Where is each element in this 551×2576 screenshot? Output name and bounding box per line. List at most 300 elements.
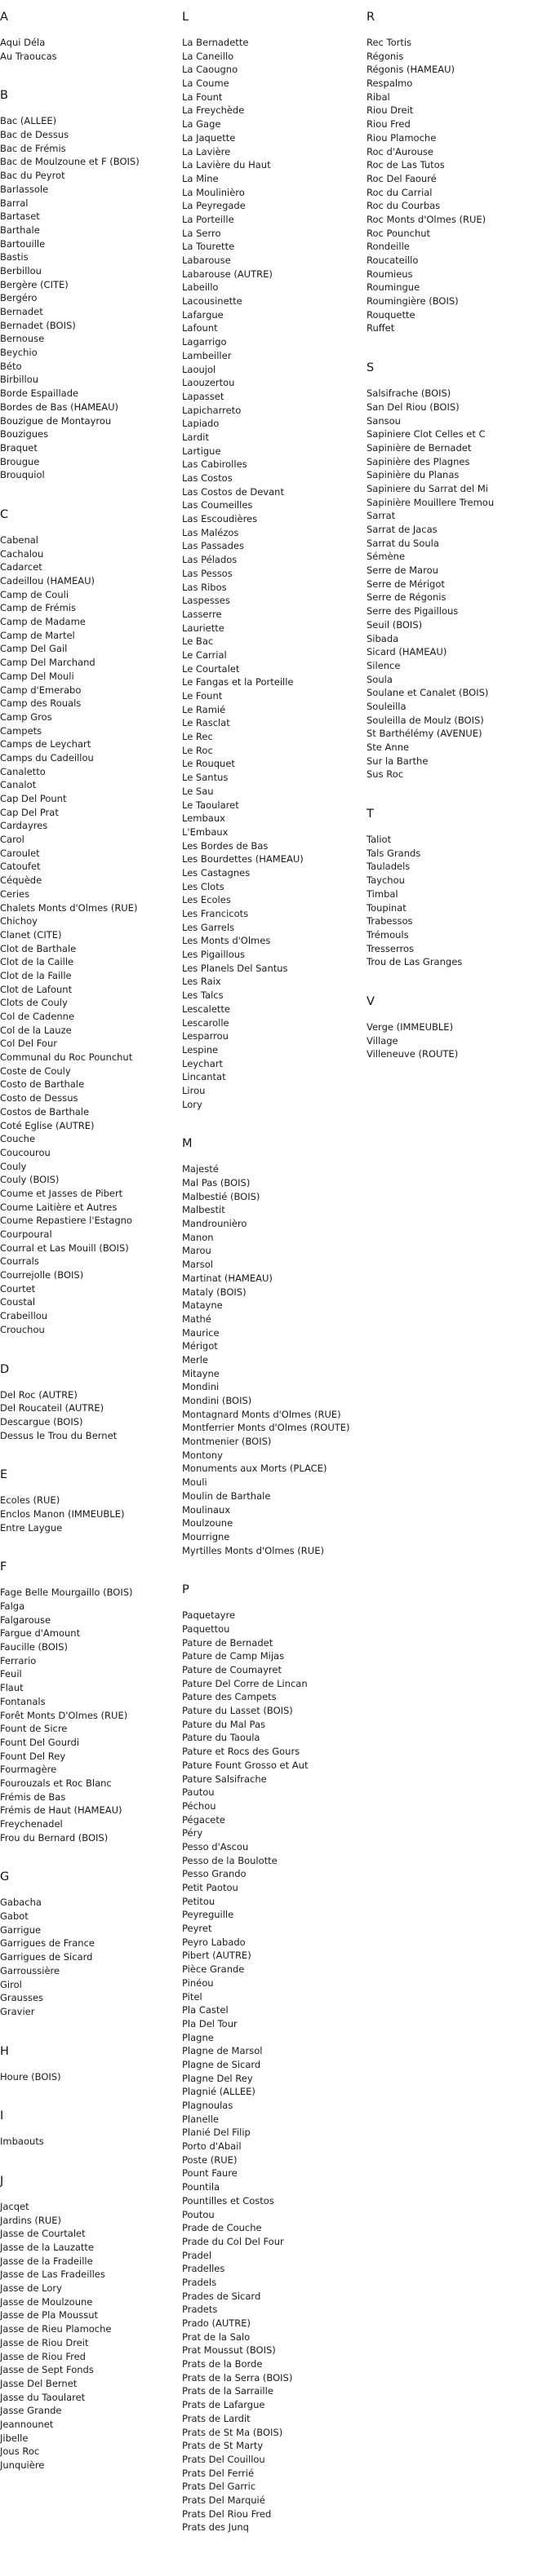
place-name-link[interactable]: Col de la Lauze [0,1024,72,1036]
place-name-link[interactable]: Camps du Cadeillou [0,751,94,764]
place-name-link[interactable]: Prat de la Salo [182,2330,251,2343]
place-name-link[interactable]: Prats de Lardit [182,2412,251,2424]
place-name-link[interactable]: Planelle [182,2113,220,2125]
place-name-link[interactable]: Souleilla de Moulz (BOIS) [367,714,484,726]
place-name-link[interactable]: Roc Del Faouré [367,172,437,184]
place-name-link[interactable]: Roc d'Aurouse [367,145,433,157]
place-name-link[interactable]: Camp de Couli [0,588,69,600]
place-name-link[interactable]: Pesso d'Ascou [182,1840,249,1852]
place-name-link[interactable]: La Mine [182,172,219,184]
place-name-link[interactable]: Trémouls [367,928,409,941]
place-name-link[interactable]: Pesso Grando [182,1868,247,1880]
place-name-link[interactable]: Prade de Couche [182,2222,262,2234]
place-name-link[interactable]: Col Del Four [0,1038,57,1050]
place-name-link[interactable]: Plagnoulas [182,2100,233,2111]
place-name-link[interactable]: Pature de Bernadet [182,1636,273,1649]
place-name-link[interactable]: Serre de Marou [367,564,438,577]
place-name-link[interactable]: Les Talcs [182,989,224,1002]
place-name-link[interactable]: Camp de Madame [0,616,86,628]
place-name-link[interactable]: Barthale [0,224,40,236]
place-name-link[interactable]: Moulinaux [182,1503,231,1516]
place-name-link[interactable]: Ste Anne [367,741,410,753]
place-name-link[interactable]: Chichoy [0,915,38,927]
place-name-link[interactable]: Del Roc (AUTRE) [0,1388,78,1401]
place-name-link[interactable]: Camp des Rouals [0,697,82,710]
place-name-link[interactable]: Pature du Mal Pas [182,1718,265,1730]
place-name-link[interactable]: Clot de Barthale [0,942,77,954]
place-name-link[interactable]: Moulin de Barthale [182,1489,271,1502]
place-name-link[interactable]: Lesparrou [182,1030,229,1042]
place-name-link[interactable]: La Porteille [182,213,234,225]
place-name-link[interactable]: Pountilles et Costos [182,2194,274,2206]
place-name-link[interactable]: Cap Del Pount [0,793,67,804]
place-name-link[interactable]: Petit Paotou [182,1882,238,1893]
place-name-link[interactable]: Chalets Monts d'Olmes (RUE) [0,901,138,914]
place-name-link[interactable]: Jous Roc [0,2445,40,2458]
place-name-link[interactable]: Bac de Dessus [0,129,69,141]
place-name-link[interactable]: La Coume [182,77,229,90]
place-name-link[interactable]: Paquetayre [182,1609,236,1622]
place-name-link[interactable]: Las Pélados [182,554,238,566]
place-name-link[interactable]: Lardit [182,431,209,443]
place-name-link[interactable]: Les Pigaillous [182,949,246,961]
place-name-link[interactable]: Tals Grands [367,847,421,859]
place-name-link[interactable]: Camps de Leychart [0,738,91,750]
place-name-link[interactable]: Merle [182,1353,208,1365]
place-name-link[interactable]: Pature Salsifrache [182,1773,267,1785]
place-name-link[interactable]: Mondini [182,1381,220,1393]
place-name-link[interactable]: Roumieus [367,268,413,280]
place-name-link[interactable]: Pradets [182,2304,218,2316]
place-name-link[interactable]: Feuil [0,1668,22,1680]
place-name-link[interactable]: Ceries [0,887,30,900]
place-name-link[interactable]: Le Rouquet [182,758,235,770]
place-name-link[interactable]: Les Raix [182,976,221,988]
place-name-link[interactable]: Garroussière [0,1964,60,1976]
place-name-link[interactable]: Coustal [0,1296,36,1308]
place-name-link[interactable]: Pature du Taoula [182,1732,260,1744]
place-name-link[interactable]: Bac de Moulzoune et F (BOIS) [0,156,140,168]
place-name-link[interactable]: Pradelles [182,2263,225,2275]
place-name-link[interactable]: Clot de la Faille [0,969,72,981]
place-name-link[interactable]: Myrtilles Monts d'Olmes (RUE) [182,1544,324,1556]
place-name-link[interactable]: L'Embaux [182,825,229,838]
place-name-link[interactable]: Planié Del Filip [182,2127,251,2139]
place-name-link[interactable]: Pature Fount Grosso et Aut [182,1759,309,1771]
place-name-link[interactable]: Lirou [182,1084,206,1096]
place-name-link[interactable]: La Jaquette [182,131,236,144]
place-name-link[interactable]: Bernouse [0,333,45,345]
place-name-link[interactable]: Plagne de Sicard [182,2058,261,2070]
place-name-link[interactable]: Toupinat [367,901,407,914]
place-name-link[interactable]: Prats de Lafargue [182,2399,265,2411]
place-name-link[interactable]: Courtet [0,1282,36,1295]
place-name-link[interactable]: Roumingue [367,281,420,294]
place-name-link[interactable]: Sapiniere du Sarrat del Mi [367,482,489,494]
place-name-link[interactable]: Riou Fred [367,118,411,131]
place-name-link[interactable]: Peyret [182,1923,212,1935]
place-name-link[interactable]: Clots de Couly [0,997,68,1009]
place-name-link[interactable]: La Tourette [182,241,235,253]
place-name-link[interactable]: Freychenadel [0,1818,63,1830]
place-name-link[interactable]: Entre Laygue [0,1521,63,1534]
place-name-link[interactable]: Del Roucateil (AUTRE) [0,1402,104,1414]
place-name-link[interactable]: Soulane et Canalet (BOIS) [367,687,489,699]
place-name-link[interactable]: Le Roc [182,744,213,756]
place-name-link[interactable]: Maurice [182,1326,220,1339]
place-name-link[interactable]: Peyreguille [182,1909,234,1921]
place-name-link[interactable]: Gabot [0,1910,29,1923]
place-name-link[interactable]: Courpoural [0,1228,52,1240]
place-name-link[interactable]: Sarrat [367,510,396,522]
place-name-link[interactable]: Laouzertou [182,377,235,389]
place-name-link[interactable]: Las Costos [182,472,233,484]
place-name-link[interactable]: Fargue d'Amount [0,1627,81,1640]
place-name-link[interactable]: La Serro [182,227,221,239]
place-name-link[interactable]: Cadarcet [0,561,42,573]
place-name-link[interactable]: Le Ramié [182,703,226,715]
place-name-link[interactable]: Imbaouts [0,2136,44,2148]
place-name-link[interactable]: Canaletto [0,765,46,777]
place-name-link[interactable]: Frou du Bernard (BOIS) [0,1831,109,1843]
place-name-link[interactable]: Jibelle [0,2432,29,2444]
place-name-link[interactable]: Prado (AUTRE) [182,2317,251,2329]
place-name-link[interactable]: Matayne [182,1299,223,1312]
place-name-link[interactable]: Cap Del Prat [0,806,59,818]
place-name-link[interactable]: Fourouzals et Roc Blanc [0,1777,112,1789]
place-name-link[interactable]: Porto d'Abail [182,2140,242,2153]
place-name-link[interactable]: Trou de Las Granges [367,956,463,968]
place-name-link[interactable]: Pinéou [182,1976,214,1989]
place-name-link[interactable]: Bernadet [0,306,43,317]
place-name-link[interactable]: Timbal [367,887,398,900]
place-name-link[interactable]: Roucateillo [367,255,419,266]
place-name-link[interactable]: Jasse de Las Fradeilles [0,2268,105,2281]
place-name-link[interactable]: Brouquiol [0,469,45,481]
place-name-link[interactable]: Pla Del Tour [182,2017,238,2029]
place-name-link[interactable]: Costos de Barthale [0,1105,90,1118]
place-name-link[interactable]: Mandrounièro [182,1218,247,1230]
place-name-link[interactable]: Labarouse (AUTRE) [182,268,273,280]
place-name-link[interactable]: Bouzigues [0,428,49,440]
place-name-link[interactable]: Courrals [0,1255,39,1268]
place-name-link[interactable]: Le Fount [182,690,223,702]
place-name-link[interactable]: Le Carrial [182,648,227,661]
place-name-link[interactable]: Faucille (BOIS) [0,1641,68,1653]
place-name-link[interactable]: Pla Castel [182,2004,229,2016]
place-name-link[interactable]: Sibada [367,632,399,644]
place-name-link[interactable]: Fount de Sicre [0,1723,68,1735]
place-name-link[interactable]: Péry [182,1827,203,1839]
place-name-link[interactable]: Bartouille [0,237,46,250]
place-name-link[interactable]: Sapinière Mouillere Tremou [367,496,495,508]
place-name-link[interactable]: Sarrat du Soula [367,537,439,549]
place-name-link[interactable]: Crouchou [0,1323,45,1335]
place-name-link[interactable]: Le Bac [182,635,214,648]
place-name-link[interactable]: Coucourou [0,1146,51,1158]
place-name-link[interactable]: Sémène [367,551,406,563]
place-name-link[interactable]: Las Passades [182,540,244,552]
place-name-link[interactable]: Peyro Labado [182,1936,246,1948]
place-name-link[interactable]: Fount Del Gourdi [0,1736,80,1748]
place-name-link[interactable]: Respalmo [367,77,413,90]
place-name-link[interactable]: La Peyregade [182,200,246,212]
place-name-link[interactable]: Verge (IMMEUBLE) [367,1020,454,1033]
place-name-link[interactable]: Roc du Courbas [367,200,441,212]
place-name-link[interactable]: Mitayne [182,1367,220,1379]
place-name-link[interactable]: Bac (ALLEE) [0,115,57,127]
place-name-link[interactable]: Régonis [367,50,404,62]
place-name-link[interactable]: La Lavière du Haut [182,159,271,171]
place-name-link[interactable]: Las Costos de Devant [182,485,284,498]
place-name-link[interactable]: Le Rasclat [182,717,230,729]
place-name-link[interactable]: Martinat (HAMEAU) [182,1272,273,1284]
place-name-link[interactable]: Barral [0,197,29,209]
place-name-link[interactable]: Coume et Jasses de Pibert [0,1187,123,1199]
place-name-link[interactable]: Tauladels [367,861,411,873]
place-name-link[interactable]: Roc Pounchut [367,227,431,239]
place-name-link[interactable]: Barlassole [0,183,49,195]
place-name-link[interactable]: Leychart [182,1057,223,1069]
place-name-link[interactable]: Le Rec [182,731,213,743]
place-name-link[interactable]: Paquettou [182,1622,230,1635]
place-name-link[interactable]: Sapinière des Plagnes [367,455,470,467]
place-name-link[interactable]: Falgarouse [0,1613,51,1626]
place-name-link[interactable]: La Bernadette [182,37,249,48]
place-name-link[interactable]: Riou Dreit [367,104,414,117]
place-name-link[interactable]: Coté Eglise (AUTRE) [0,1119,95,1131]
place-name-link[interactable]: Serre de Régonis [367,591,447,604]
place-name-link[interactable]: Coume Repastiere l'Estagno [0,1215,132,1227]
place-name-link[interactable]: Gravier [0,2005,35,2017]
place-name-link[interactable]: Bac de Frémis [0,142,66,154]
place-name-link[interactable]: La Freychède [182,104,245,117]
place-name-link[interactable]: Sapiniere Clot Celles et C [367,428,486,440]
place-name-link[interactable]: Plagnié (ALLEE) [182,2086,256,2098]
place-name-link[interactable]: Falga [0,1600,25,1612]
place-name-link[interactable]: Lory [182,1098,202,1110]
place-name-link[interactable]: Prats des Junq [182,2521,249,2534]
place-name-link[interactable]: Béto [0,360,22,372]
place-name-link[interactable]: Manon [182,1231,214,1243]
place-name-link[interactable]: Laoujol [182,363,216,375]
place-name-link[interactable]: Laspesses [182,595,230,607]
place-name-link[interactable]: Mataly (BOIS) [182,1286,247,1298]
place-name-link[interactable]: Salsifrache (BOIS) [367,387,451,400]
place-name-link[interactable]: Communal du Roc Pounchut [0,1051,133,1064]
place-name-link[interactable]: Crabeillou [0,1310,48,1322]
place-name-link[interactable]: Plagne [182,2031,214,2043]
place-name-link[interactable]: Prats de St Marty [182,2440,264,2452]
place-name-link[interactable]: La Caneillo [182,50,234,62]
place-name-link[interactable]: Le Santus [182,772,229,784]
place-name-link[interactable]: Roc de Las Tutos [367,159,445,171]
place-name-link[interactable]: Lembaux [182,812,225,825]
place-name-link[interactable]: Coste de Couly [0,1064,71,1077]
place-name-link[interactable]: Lafount [182,322,218,334]
place-name-link[interactable]: La Lavière [182,145,231,157]
place-name-link[interactable]: Les Castagnes [182,866,251,879]
place-name-link[interactable]: Junquière [0,2459,45,2471]
place-name-link[interactable]: Les Monts d'Olmes [182,935,271,947]
place-name-link[interactable]: Camp Del Marchand [0,657,96,669]
place-name-link[interactable]: Les Ecoles [182,894,231,906]
place-name-link[interactable]: Brougue [0,455,40,467]
place-name-link[interactable]: Las Ribos [182,581,227,593]
place-name-link[interactable]: Cachalou [0,547,44,560]
place-name-link[interactable]: Frémis de Bas [0,1790,66,1803]
place-name-link[interactable]: Ferrario [0,1654,37,1666]
place-name-link[interactable]: Prat Moussut (BOIS) [182,2344,276,2357]
place-name-link[interactable]: Pibert (AUTRE) [182,1950,251,1962]
place-name-link[interactable]: Prats Del Marquié [182,2494,265,2506]
place-name-link[interactable]: Mondini (BOIS) [182,1395,252,1406]
place-name-link[interactable]: Jasse Grande [0,2405,62,2417]
place-name-link[interactable]: Lambeiller [182,349,232,361]
place-name-link[interactable]: Prades de Sicard [182,2290,261,2302]
place-name-link[interactable]: Fourmagère [0,1764,57,1776]
place-name-link[interactable]: La Fount [182,91,223,103]
place-name-link[interactable]: Bac du Peyrot [0,170,65,182]
place-name-link[interactable]: Pégacete [182,1813,225,1826]
place-name-link[interactable]: Mérigot [182,1340,218,1352]
place-name-link[interactable]: Mouli [182,1476,207,1489]
place-name-link[interactable]: Camp d'Emerabo [0,684,82,696]
place-name-link[interactable]: Mathé [182,1312,211,1325]
place-name-link[interactable]: Labeillo [182,281,219,294]
place-name-link[interactable]: Prats de la Serra (BOIS) [182,2371,293,2383]
place-name-link[interactable]: Bordes de Bas (HAMEAU) [0,401,119,413]
place-name-link[interactable]: Camp de Martel [0,629,75,641]
place-name-link[interactable]: Céquède [0,874,42,887]
place-name-link[interactable]: San Del Riou (BOIS) [367,401,460,413]
place-name-link[interactable]: Cabenal [0,533,38,546]
place-name-link[interactable]: Roc Monts d'Olmes (RUE) [367,213,487,225]
place-name-link[interactable]: Montmenier (BOIS) [182,1436,272,1448]
place-name-link[interactable]: Jasse de Sept Fonds [0,2364,94,2376]
place-name-link[interactable]: Prats de la Sarraille [182,2385,273,2397]
place-name-link[interactable]: Roc du Carrial [367,186,433,198]
place-name-link[interactable]: Berbillou [0,264,42,277]
place-name-link[interactable]: Bergère (CITE) [0,278,69,290]
place-name-link[interactable]: Dessus le Trou du Bernet [0,1429,118,1441]
place-name-link[interactable]: Poutou [182,2208,215,2220]
place-name-link[interactable]: Soula [367,673,393,685]
place-name-link[interactable]: Serre de Mérigot [367,578,445,590]
place-name-link[interactable]: Bernadet (BOIS) [0,319,76,331]
place-name-link[interactable]: Lapasset [182,390,224,402]
place-name-link[interactable]: Villeneuve (ROUTE) [367,1048,459,1060]
place-name-link[interactable]: Caroulet [0,847,40,859]
place-name-link[interactable]: La Caougno [182,64,238,76]
place-name-link[interactable]: Jasse de Lory [0,2282,62,2295]
place-name-link[interactable]: Jasse de Pla Moussut [0,2309,99,2321]
place-name-link[interactable]: Péchou [182,1799,216,1812]
place-name-link[interactable]: Montagnard Monts d'Olmes (RUE) [182,1408,341,1420]
place-name-link[interactable]: Costo de Dessus [0,1092,78,1104]
place-name-link[interactable]: Jasse de Riou Fred [0,2350,86,2362]
place-name-link[interactable]: Ruffet [367,322,395,334]
place-name-link[interactable]: Canalot [0,779,37,791]
place-name-link[interactable]: Braquet [0,441,38,454]
place-name-link[interactable]: Gabacha [0,1897,42,1909]
place-name-link[interactable]: Plagne Del Rey [182,2072,253,2084]
place-name-link[interactable]: Lacousinette [182,295,242,308]
place-name-link[interactable]: Rec Tortis [367,37,412,48]
place-name-link[interactable]: Jasse de Rieu Plamoche [0,2323,112,2335]
place-name-link[interactable]: Couly (BOIS) [0,1174,60,1186]
place-name-link[interactable]: Carol [0,834,24,846]
place-name-link[interactable]: Trabessos [367,915,413,927]
place-name-link[interactable]: Cardayres [0,820,48,832]
place-name-link[interactable]: Lescarolle [182,1016,229,1029]
place-name-link[interactable]: Lapiado [182,418,220,430]
place-name-link[interactable]: Sapinière du Planas [367,469,460,481]
place-name-link[interactable]: Garrigue [0,1923,42,1936]
place-name-link[interactable]: Clanet (CITE) [0,928,62,941]
place-name-link[interactable]: Coume Laitière et Autres [0,1201,118,1213]
place-name-link[interactable]: Sansou [367,414,401,427]
place-name-link[interactable]: Moulzoune [182,1517,233,1529]
place-name-link[interactable]: Pountila [182,2181,220,2193]
place-name-link[interactable]: Le Fangas et la Porteille [182,676,294,688]
place-name-link[interactable]: Prade du Col Del Four [182,2235,284,2247]
place-name-link[interactable]: Lespine [182,1043,219,1056]
place-name-link[interactable]: Courrejolle (BOIS) [0,1269,84,1281]
place-name-link[interactable]: La Gage [182,118,221,131]
place-name-link[interactable]: Lapicharreto [182,404,242,416]
place-name-link[interactable]: Birbillou [0,374,39,386]
place-name-link[interactable]: Lagarrigo [182,336,227,348]
place-name-link[interactable]: Ecoles (RUE) [0,1494,60,1507]
place-name-link[interactable]: Taliot [367,834,392,846]
place-name-link[interactable]: Silence [367,659,401,671]
place-name-link[interactable]: Marsol [182,1259,213,1271]
place-name-link[interactable]: Pesso de la Boulotte [182,1854,278,1866]
place-name-link[interactable]: Clot de Lafount [0,983,73,995]
place-name-link[interactable]: Plagne de Marsol [182,2045,263,2057]
place-name-link[interactable]: Village [367,1034,398,1047]
place-name-link[interactable]: Jacqet [0,2200,29,2212]
place-name-link[interactable]: Prats de St Ma (BOIS) [182,2426,283,2438]
place-name-link[interactable]: Fage Belle Mourgaillo (BOIS) [0,1587,133,1599]
place-name-link[interactable]: Clot de la Caille [0,956,74,968]
place-name-link[interactable]: Frémis de Haut (HAMEAU) [0,1804,122,1817]
place-name-link[interactable]: Garrigues de France [0,1937,95,1950]
place-name-link[interactable]: Sarrat de Jacas [367,524,438,535]
place-name-link[interactable]: Prats Del Couillou [182,2453,265,2465]
place-name-link[interactable]: Bouzigue de Montayrou [0,414,112,427]
place-name-link[interactable]: Courral et Las Mouill (BOIS) [0,1242,129,1254]
place-name-link[interactable]: Petitou [182,1895,216,1907]
place-name-link[interactable]: Pitel [182,1990,202,2003]
place-name-link[interactable]: Les Clots [182,880,224,892]
place-name-link[interactable]: Las Pessos [182,567,233,579]
place-name-link[interactable]: Les Francicots [182,908,249,919]
place-name-link[interactable]: Les Planels Del Santus [182,962,288,974]
place-name-link[interactable]: Taychou [367,874,405,887]
place-name-link[interactable]: Cadeillou (HAMEAU) [0,575,95,586]
place-name-link[interactable]: Couly [0,1160,27,1172]
place-name-link[interactable]: Houre (BOIS) [0,2070,61,2082]
place-name-link[interactable]: Sus Roc [367,768,404,781]
place-name-link[interactable]: Riou Plamoche [367,131,437,144]
place-name-link[interactable]: Poste (RUE) [182,2153,238,2166]
place-name-link[interactable]: Les Garrels [182,921,235,933]
place-name-link[interactable]: Pature et Rocs des Gours [182,1746,300,1758]
place-name-link[interactable]: Forêt Monts D'Olmes (RUE) [0,1709,128,1721]
place-name-link[interactable]: Couche [0,1133,36,1145]
